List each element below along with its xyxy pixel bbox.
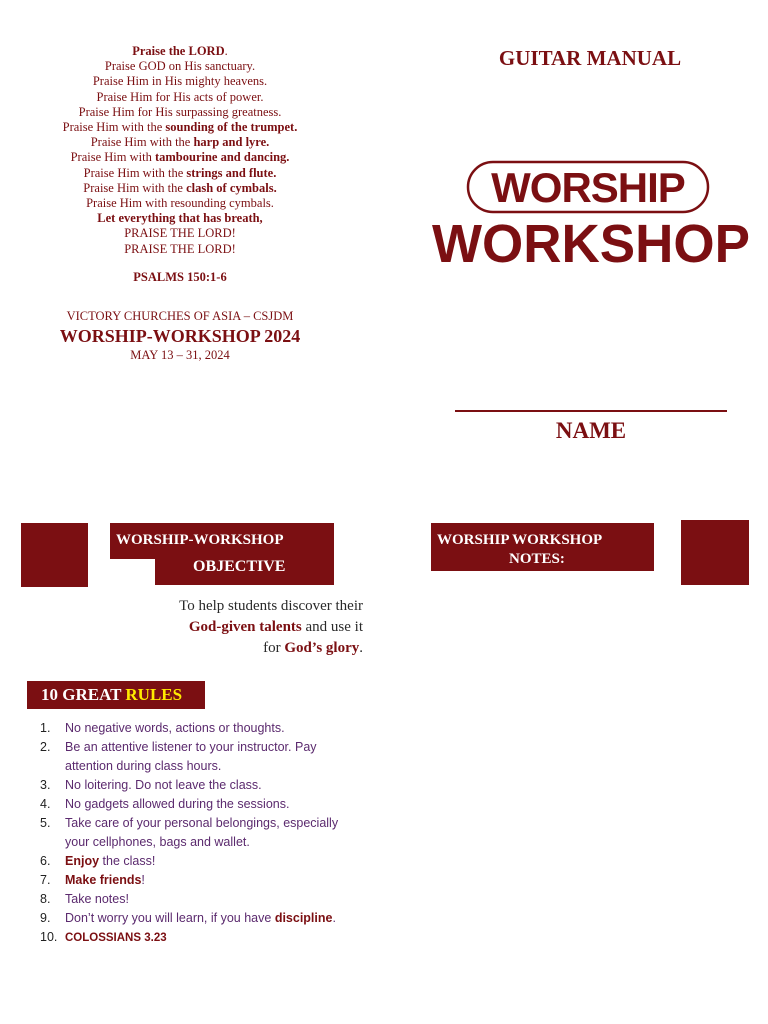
psalm-line [30, 59, 330, 74]
psalm-line-text: . [224, 44, 228, 58]
psalm-line-text: Praise Him with resounding cymbals. [86, 196, 274, 211]
psalm-line [30, 44, 330, 59]
psalm-reference: PSALMS 150:1-6 [133, 270, 227, 284]
psalm-line-emphasis: clash of cymbals. [186, 180, 277, 195]
rule-number: 3. [40, 778, 51, 792]
rule-text: the class! [99, 854, 156, 868]
rule-text: No gadgets allowed during the sessions. [65, 797, 290, 811]
psalm-line [30, 211, 330, 226]
event-title: WORSHIP-WORKSHOP 2024 [59, 326, 301, 346]
psalm-line [30, 135, 330, 150]
objective-text-line3-post: . [359, 640, 363, 656]
rule-number: 6. [40, 854, 51, 868]
notes-heading-line1: WORSHIP WORKSHOP [437, 532, 603, 548]
objective-emphasis-glory: God’s glory [284, 640, 360, 656]
psalm-line-emphasis: tambourine and dancing. [154, 150, 290, 165]
notes-heading-line2: NOTES: [509, 551, 565, 567]
rule-number: 1. [40, 721, 51, 735]
psalm-line-emphasis: Let everything that has breath, [97, 211, 263, 226]
logo-word-worship: WORSHIP [491, 164, 685, 211]
psalm-line [30, 242, 330, 257]
rule-text: Be an attentive listener to your instructor. Pay attention during class hours. [65, 740, 317, 773]
psalm-line-text: Praise Him with the [62, 120, 166, 135]
rule-item [38, 719, 358, 738]
decorative-square-left [21, 523, 88, 587]
psalm-line [30, 181, 330, 196]
rule-number: 4. [40, 797, 51, 811]
psalm-line-text: Praise Him in His mighty heavens. [92, 74, 268, 89]
name-signature-line [455, 410, 727, 412]
psalm-line [30, 166, 330, 181]
rules-list [38, 719, 358, 948]
psalm-line [30, 105, 330, 120]
psalm-line-text: Praise Him for His acts of power. [96, 89, 264, 104]
rule-item [38, 776, 358, 795]
objective-text-line2-rest: and use it [301, 619, 363, 635]
rule-item [38, 795, 358, 814]
rule-number: 7. [40, 873, 51, 887]
psalm-line-emphasis: Praise the LORD [132, 44, 225, 58]
rule-text: Take care of your personal belongings, especially your cellphones, bags and wallet. [65, 816, 339, 849]
psalm-line-text: Praise Him with the [83, 165, 187, 180]
rule-text: Don’t worry you will learn, if you have [65, 911, 275, 925]
rule-number: 10. [40, 930, 58, 944]
psalm-line-text: PRAISE THE LORD! [124, 241, 236, 256]
rule-text: Take notes! [65, 892, 129, 906]
objective-heading-line2: OBJECTIVE [193, 558, 286, 575]
rule-number: 9. [40, 911, 51, 925]
church-name: VICTORY CHURCHES OF ASIA – CSJDM [66, 309, 294, 323]
rule-text: ! [141, 873, 145, 887]
rule-emphasis: discipline [274, 911, 333, 925]
psalm-line-text: Praise Him for His surpassing greatness. [78, 104, 282, 119]
objective-heading-line1: WORSHIP-WORKSHOP [116, 532, 284, 548]
rule-number: 5. [40, 816, 51, 830]
psalm-line [30, 150, 330, 165]
objective-text-line2 [100, 617, 363, 638]
event-dates: MAY 13 – 31, 2024 [130, 348, 230, 362]
rule-scripture: COLOSSIANS 3.23 [65, 932, 167, 944]
rule-item [38, 738, 358, 776]
psalm-line [30, 196, 330, 211]
objective-text-line1: To help students discover their [179, 598, 363, 614]
psalm-line-text: Praise GOD on His sanctuary. [104, 59, 256, 74]
psalm-line-emphasis: harp and lyre. [193, 135, 270, 150]
objective-emphasis-talents: God-given talents [188, 619, 302, 635]
psalm-line-text: Praise Him with the [83, 180, 187, 195]
rule-item [38, 814, 358, 852]
rule-emphasis: Make friends [65, 873, 142, 887]
rules-heading [41, 685, 182, 705]
rule-item [38, 852, 358, 871]
rule-item [38, 890, 358, 909]
objective-text [100, 596, 363, 659]
name-label: NAME [555, 418, 627, 443]
objective-text-line3 [100, 638, 363, 659]
rules-heading-highlight: RULES [125, 685, 183, 704]
psalm-line [30, 74, 330, 89]
rule-emphasis: Enjoy [65, 854, 100, 868]
rules-heading-plain: 10 GREAT [41, 685, 126, 704]
rule-item [38, 928, 358, 948]
psalm-line-text: PRAISE THE LORD! [124, 226, 236, 241]
rule-number: 8. [40, 892, 51, 906]
logo-word-workshop: WORKSHOP [432, 214, 750, 270]
psalm-line [30, 120, 330, 135]
rule-text: No negative words, actions or thoughts. [65, 721, 285, 735]
decorative-square-right [681, 520, 749, 585]
psalm-line-emphasis: sounding of the trumpet. [165, 120, 298, 135]
psalm-line-emphasis: strings and flute. [186, 165, 277, 180]
psalm-line [30, 226, 330, 241]
psalm-line-text: Praise Him with [70, 150, 155, 165]
rule-text: No loitering. Do not leave the class. [65, 778, 262, 792]
psalm-line [30, 90, 330, 105]
rule-number: 2. [40, 740, 51, 754]
manual-title: GUITAR MANUAL [498, 46, 682, 70]
rule-item [38, 871, 358, 890]
rule-text: . [332, 911, 336, 925]
psalm-passage [30, 44, 330, 257]
psalm-line-text: Praise Him with the [90, 135, 194, 150]
objective-text-line3-pre: for [263, 640, 285, 656]
worship-workshop-logo [428, 158, 754, 270]
rule-item [38, 909, 358, 928]
